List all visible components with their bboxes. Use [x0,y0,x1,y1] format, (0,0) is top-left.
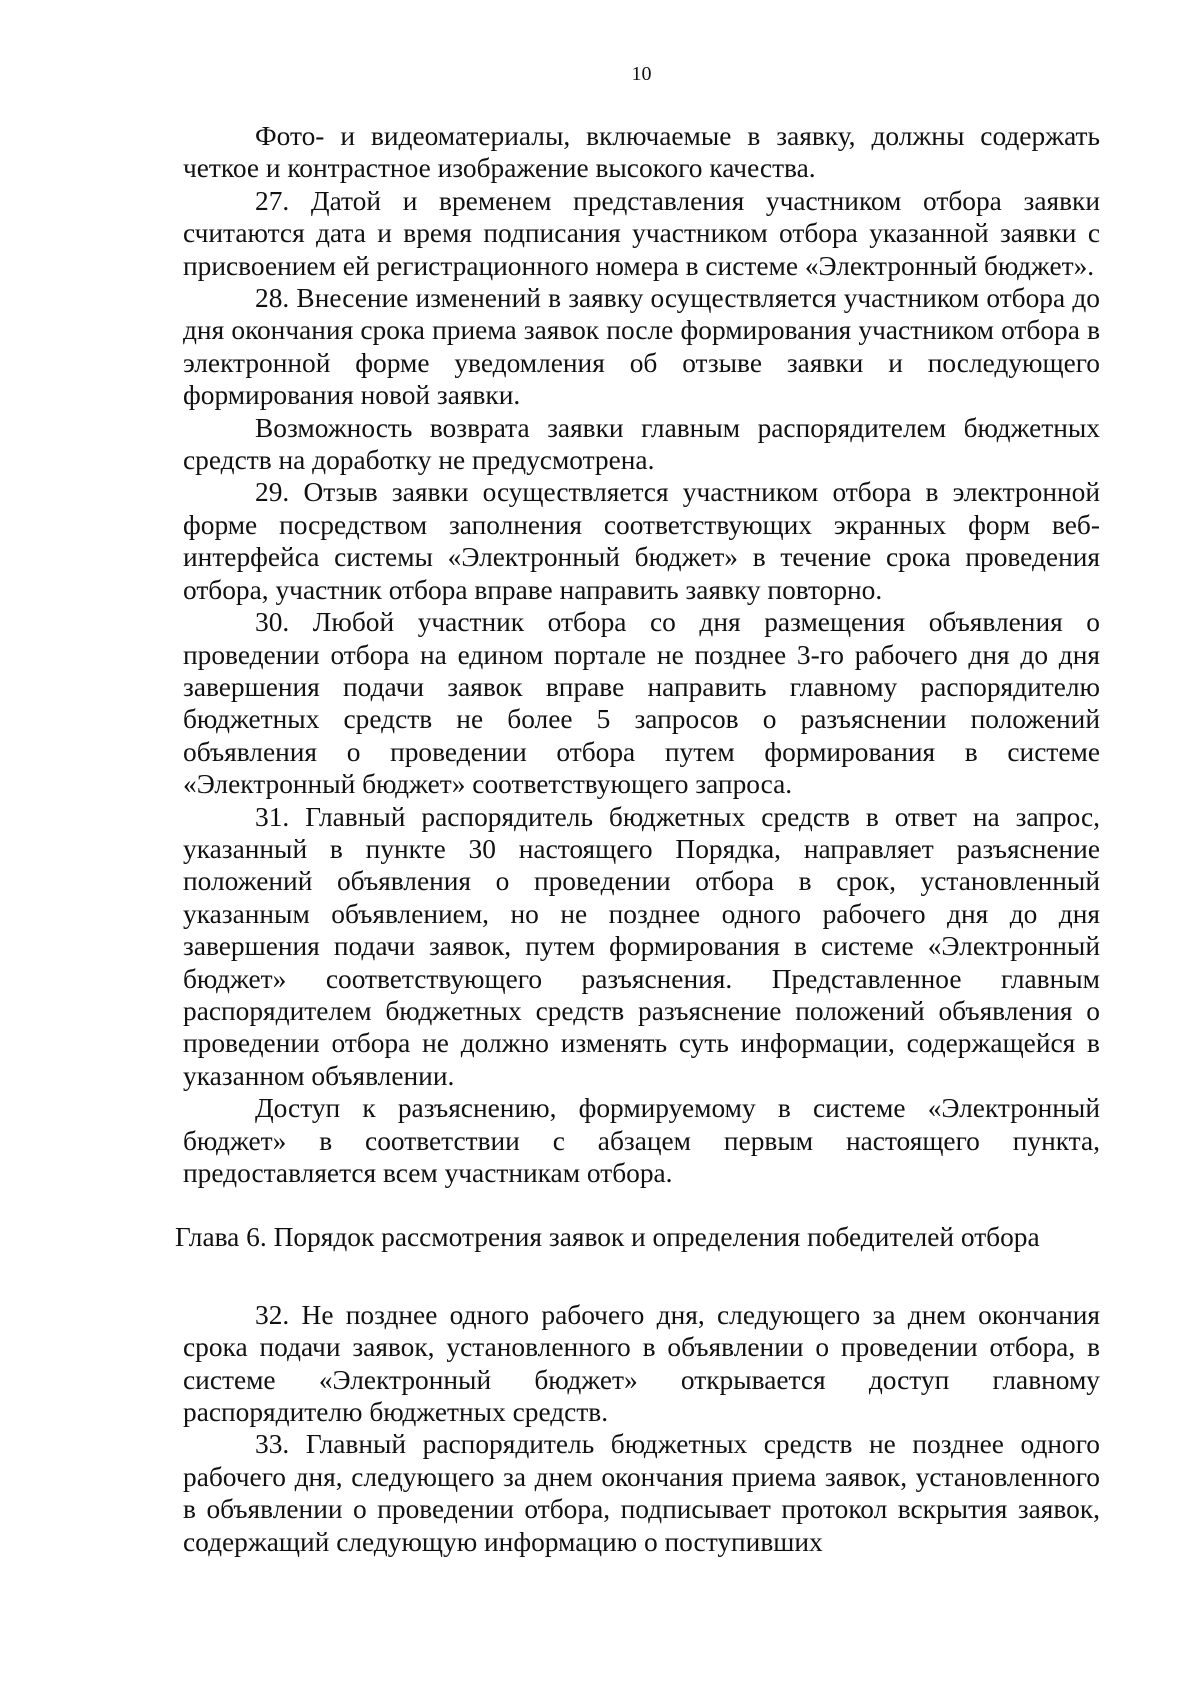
paragraph-29: 29. Отзыв заявки осуществляется участником отбора в электронной форме посредством заполнения соответствующих экранных форм веб-интерфейса системы «Электронный бюджет» в течение срока проведения отбора, участник отбора вправе направить заявку повторно. [183,477,1100,605]
paragraph-photo-video: Фото- и видеоматериалы, включаемые в заявку, должны содержать четкое и контрастное изображение высокого качества. [183,121,1100,184]
chapter-heading: Глава 6. Порядок рассмотрения заявок и определения победителей отбора [175,1222,1040,1253]
paragraph-28: 28. Внесение изменений в заявку осуществляется участником отбора до дня окончания срока приема заявок после формирования участником отбора в электронной форме уведомления об отзыве заявки и последующего формирования новой заявки. [183,283,1100,411]
paragraph-32: 32. Не позднее одного рабочего дня, следующего за днем окончания срока подачи заявок, установленного в объявлении о проведении отбора, в системе «Электронный бюджет» открывается доступ главному распорядителю бюджетных средств. [183,1299,1100,1428]
paragraph-31: 31. Главный распорядитель бюджетных средств в ответ на запрос, указанный в пункте 30 настоящего Порядка, направляет разъяснение положений объявления о проведении отбора в срок, установленный указанным объявлением, но не позднее одного рабочего дня до дня завершения подачи заявок, путем формирования в системе «Электронный бюджет» соответствующего разъяснения. Представленное главным распорядителем бюджетных средств разъяснение положений объявления о проведении отбора не должно изменять суть информации, содержащейся в указанном объявлении. [183,801,1100,1091]
paragraph-access-clarification: Доступ к разъяснению, формируемому в системе «Электронный бюджет» в соответствии с абзацем первым настоящего пункта, предоставляется всем участникам отбора. [183,1093,1100,1188]
document-page [175,62,1100,1558]
paragraph-30: 30. Любой участник отбора со дня размещения объявления о проведении отбора на едином портале не позднее 3-го рабочего дня до дня завершения подачи заявок вправе направить главному распорядителю бюджетных средств не более 5 запросов о разъяснении положений объявления о проведении отбора путем формирования в системе «Электронный бюджет» соответствующего запроса. [183,607,1100,800]
paragraph-33: 33. Главный распорядитель бюджетных средств не позднее одного рабочего дня, следующего за днем окончания приема заявок, установленного в объявлении о проведении отбора, подписывает протокол вскрытия заявок, содержащий следующую информацию о поступивших [183,1429,1100,1557]
paragraph-27: 27. Датой и временем представления участником отбора заявки считаются дата и время подписания участником отбора указанной заявки с присвоением ей регистрационного номера в системе «Электронный бюджет». [183,185,1100,281]
page-number: 10 [631,63,652,85]
paragraph-return-not-provided: Возможность возврата заявки главным распорядителем бюджетных средств на доработку не предусмотрена. [183,412,1100,476]
